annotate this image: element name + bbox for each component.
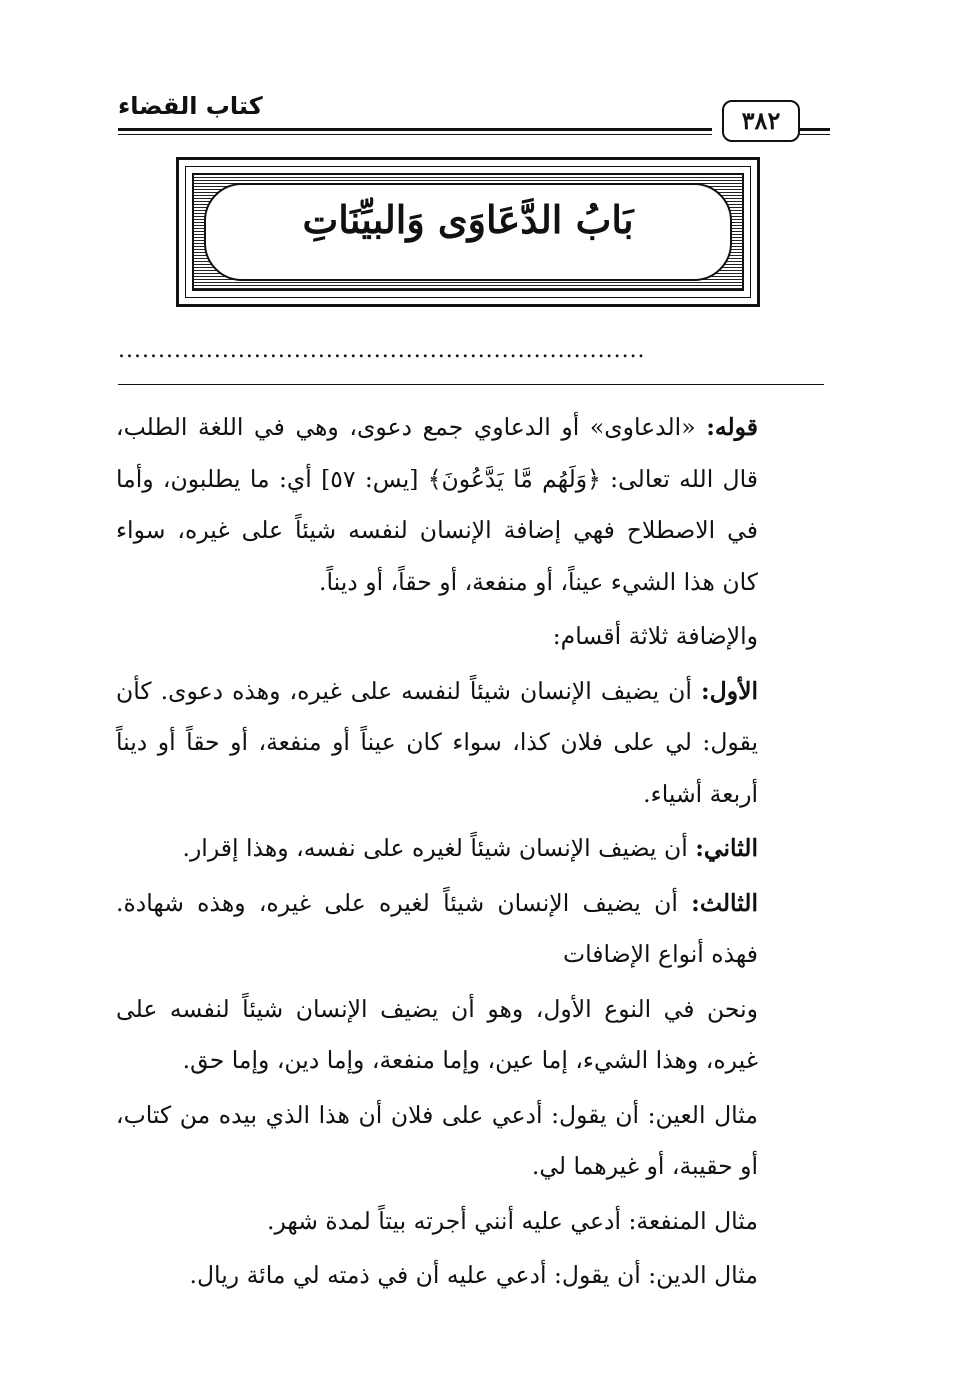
- paragraph-text: مثال الدين: أن يقول: أدعي عليه أن في ذمته لي مائة ريال.: [189, 1261, 758, 1289]
- paragraph-text: ونحن في النوع الأول، وهو أن يضيف الإنسان شيئاً لنفسه على غيره، وهذا الشيء، إما عين، وإما منفعة، وإما دين، وإما حق.: [116, 994, 758, 1074]
- paragraph-text: «الدعاوى» أو الدعاوي جمع دعوى، وهي في اللغة الطلب، قال الله تعالى: ﴿وَلَهُم مَّا يَدَّعُونَ﴾ [يس: ٥٧] أي: ما يطلبون، وأما في الاصطلاح فهي إضافة الإنسان لنفسه شيئاً على غيره، سواء كان هذا الشيء عيناً، أو منفعة، أو حقاً، أو ديناً.: [116, 413, 759, 596]
- paragraph: [116, 878, 822, 981]
- paragraph-text: مثال المنفعة: أدعي عليه أنني أجرته بيتاً لمدة شهر.: [266, 1206, 758, 1235]
- header-rule-right: [798, 128, 830, 131]
- paragraph: [116, 823, 822, 875]
- paragraph-text: أن يضيف الإنسان شيئاً لغيره على نفسه، وهذا إقرار.: [182, 834, 696, 862]
- paragraph: [116, 611, 822, 663]
- header-rule-thin: [118, 134, 712, 135]
- paragraph-text: أن يضيف الإنسان شيئاً لنفسه على غيره، وهذه دعوى. كأن يقول: لي على فلان كذا، سواء كان عيناً أو منفعة، أو حقاً أو ديناً أربعة أشياء.: [116, 676, 758, 808]
- paragraph: [116, 984, 822, 1087]
- paragraph-lead: الثالث:: [691, 888, 758, 917]
- header-rule: [118, 128, 712, 131]
- paragraph-text: أن يضيف الإنسان شيئاً لغيره على غيره، وهذه شهادة. فهذه أنواع الإضافات: [116, 888, 758, 968]
- paragraph-text: والإضافة ثلاثة أقسام:: [552, 622, 758, 650]
- body-text: [116, 402, 822, 1305]
- paragraph-lead: الأول:: [700, 676, 758, 705]
- paragraph: [116, 1196, 822, 1248]
- paragraph-lead: الثاني:: [695, 834, 758, 862]
- chapter-title: بَابُ الدَّعَاوَى وَالبيِّنَاتِ: [302, 197, 634, 242]
- paragraph: [116, 666, 822, 821]
- paragraph: [116, 402, 822, 608]
- paragraph-text: مثال العين: أن يقول: أدعي على فلان أن هذا الذي بيده من كتاب، أو حقيبة، أو غيرهما لي.: [116, 1100, 758, 1180]
- header-rule-right-thin: [798, 134, 830, 135]
- running-title: كتاب القضاء: [118, 92, 263, 120]
- chapter-title-frame: [176, 157, 760, 307]
- paragraph: [116, 1090, 822, 1193]
- page-number: ٣٨٢: [722, 100, 800, 142]
- page-header: [118, 92, 830, 152]
- paragraph: [116, 1250, 822, 1302]
- paragraph-lead: قوله:: [706, 413, 758, 441]
- dotted-separator: ..................................................................: [118, 338, 646, 363]
- section-divider: [118, 384, 824, 385]
